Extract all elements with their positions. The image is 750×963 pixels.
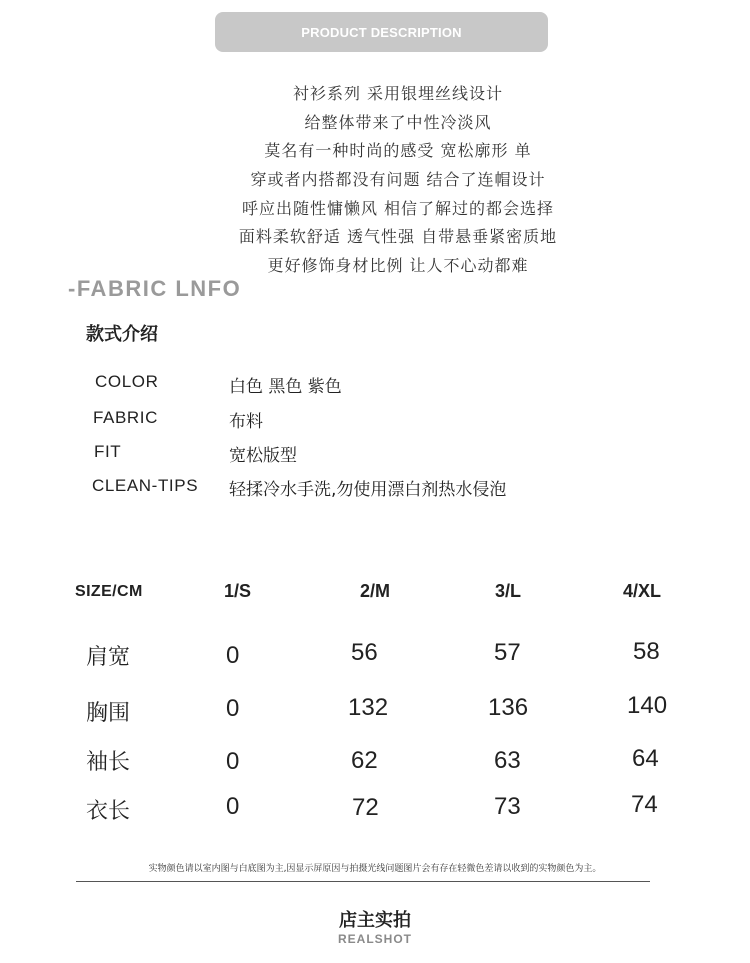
size-table-header-l: 3/L bbox=[495, 581, 522, 601]
size-cell: 0 bbox=[226, 748, 240, 775]
real-shot-title: 店主实拍 bbox=[339, 910, 411, 931]
description-line: 莫名有一种时尚的感受 宽松廓形 单 bbox=[264, 141, 532, 161]
spec-value-fabric: 布料 bbox=[229, 412, 263, 432]
spec-label-clean-tips: CLEAN-TIPS bbox=[92, 476, 199, 495]
spec-value-color: 白色 黑色 紫色 bbox=[229, 377, 342, 397]
size-cell: 132 bbox=[348, 694, 389, 721]
size-cell: 72 bbox=[352, 794, 379, 821]
size-table-header-xl: 4/XL bbox=[623, 581, 662, 601]
spec-value-clean-tips: 轻揉冷水手洗,勿使用漂白剂热水侵泡 bbox=[229, 480, 507, 500]
size-table-header-m: 2/M bbox=[360, 581, 391, 601]
size-cell: 56 bbox=[351, 639, 378, 666]
size-cell: 73 bbox=[494, 793, 521, 820]
size-table-header-s: 1/S bbox=[224, 581, 252, 601]
size-table-header-size: SIZE/CM bbox=[75, 583, 143, 600]
size-row-label-sleeve: 袖长 bbox=[86, 750, 131, 775]
fabric-info-title: -FABRIC LNFO bbox=[68, 276, 242, 301]
size-row-label-shoulder: 肩宽 bbox=[86, 645, 131, 670]
size-row-label-length: 衣长 bbox=[86, 799, 131, 824]
size-cell: 63 bbox=[494, 747, 521, 774]
size-cell: 0 bbox=[226, 695, 240, 722]
product-description-text bbox=[0, 80, 750, 281]
spec-label-color: COLOR bbox=[95, 372, 159, 391]
size-row-label-chest: 胸围 bbox=[86, 701, 131, 726]
size-cell: 62 bbox=[351, 747, 378, 774]
description-line: 呼应出随性慵懒风 相信了解过的都会选择 bbox=[241, 198, 555, 218]
size-cell: 58 bbox=[633, 638, 660, 665]
size-cell: 64 bbox=[632, 745, 659, 772]
size-cell: 0 bbox=[226, 642, 240, 669]
size-cell: 74 bbox=[631, 791, 658, 818]
spec-value-fit: 宽松版型 bbox=[229, 446, 297, 466]
product-description-label: PRODUCT DESCRIPTION bbox=[301, 24, 462, 40]
size-cell: 0 bbox=[226, 793, 240, 820]
product-description-badge bbox=[215, 12, 548, 52]
description-line: 给整体带来了中性冷淡风 bbox=[304, 112, 492, 132]
real-shot-subtitle: REALSHOT bbox=[338, 932, 412, 946]
color-disclaimer-note: 实物颜色请以室内图与白底图为主,因显示屏原因与拍摄光线问题图片会有存在轻微色差请以收到的实物颜色为主。 bbox=[148, 864, 602, 874]
description-line: 穿或者内搭都没有问题 结合了连帽设计 bbox=[250, 170, 546, 190]
spec-label-fabric: FABRIC bbox=[93, 408, 159, 427]
description-line: 面料柔软舒适 透气性强 自带悬垂紧密质地 bbox=[238, 227, 558, 247]
description-line: 衬衫系列 采用银埋丝线设计 bbox=[292, 84, 504, 103]
size-cell: 140 bbox=[627, 692, 668, 719]
description-line: 更好修饰身材比例 让人不心动都难 bbox=[267, 256, 529, 276]
spec-label-fit: FIT bbox=[94, 442, 122, 461]
style-intro-heading: 款式介绍 bbox=[86, 324, 158, 345]
size-cell: 136 bbox=[488, 694, 529, 721]
size-cell: 57 bbox=[494, 639, 521, 666]
footer-divider bbox=[76, 881, 650, 882]
